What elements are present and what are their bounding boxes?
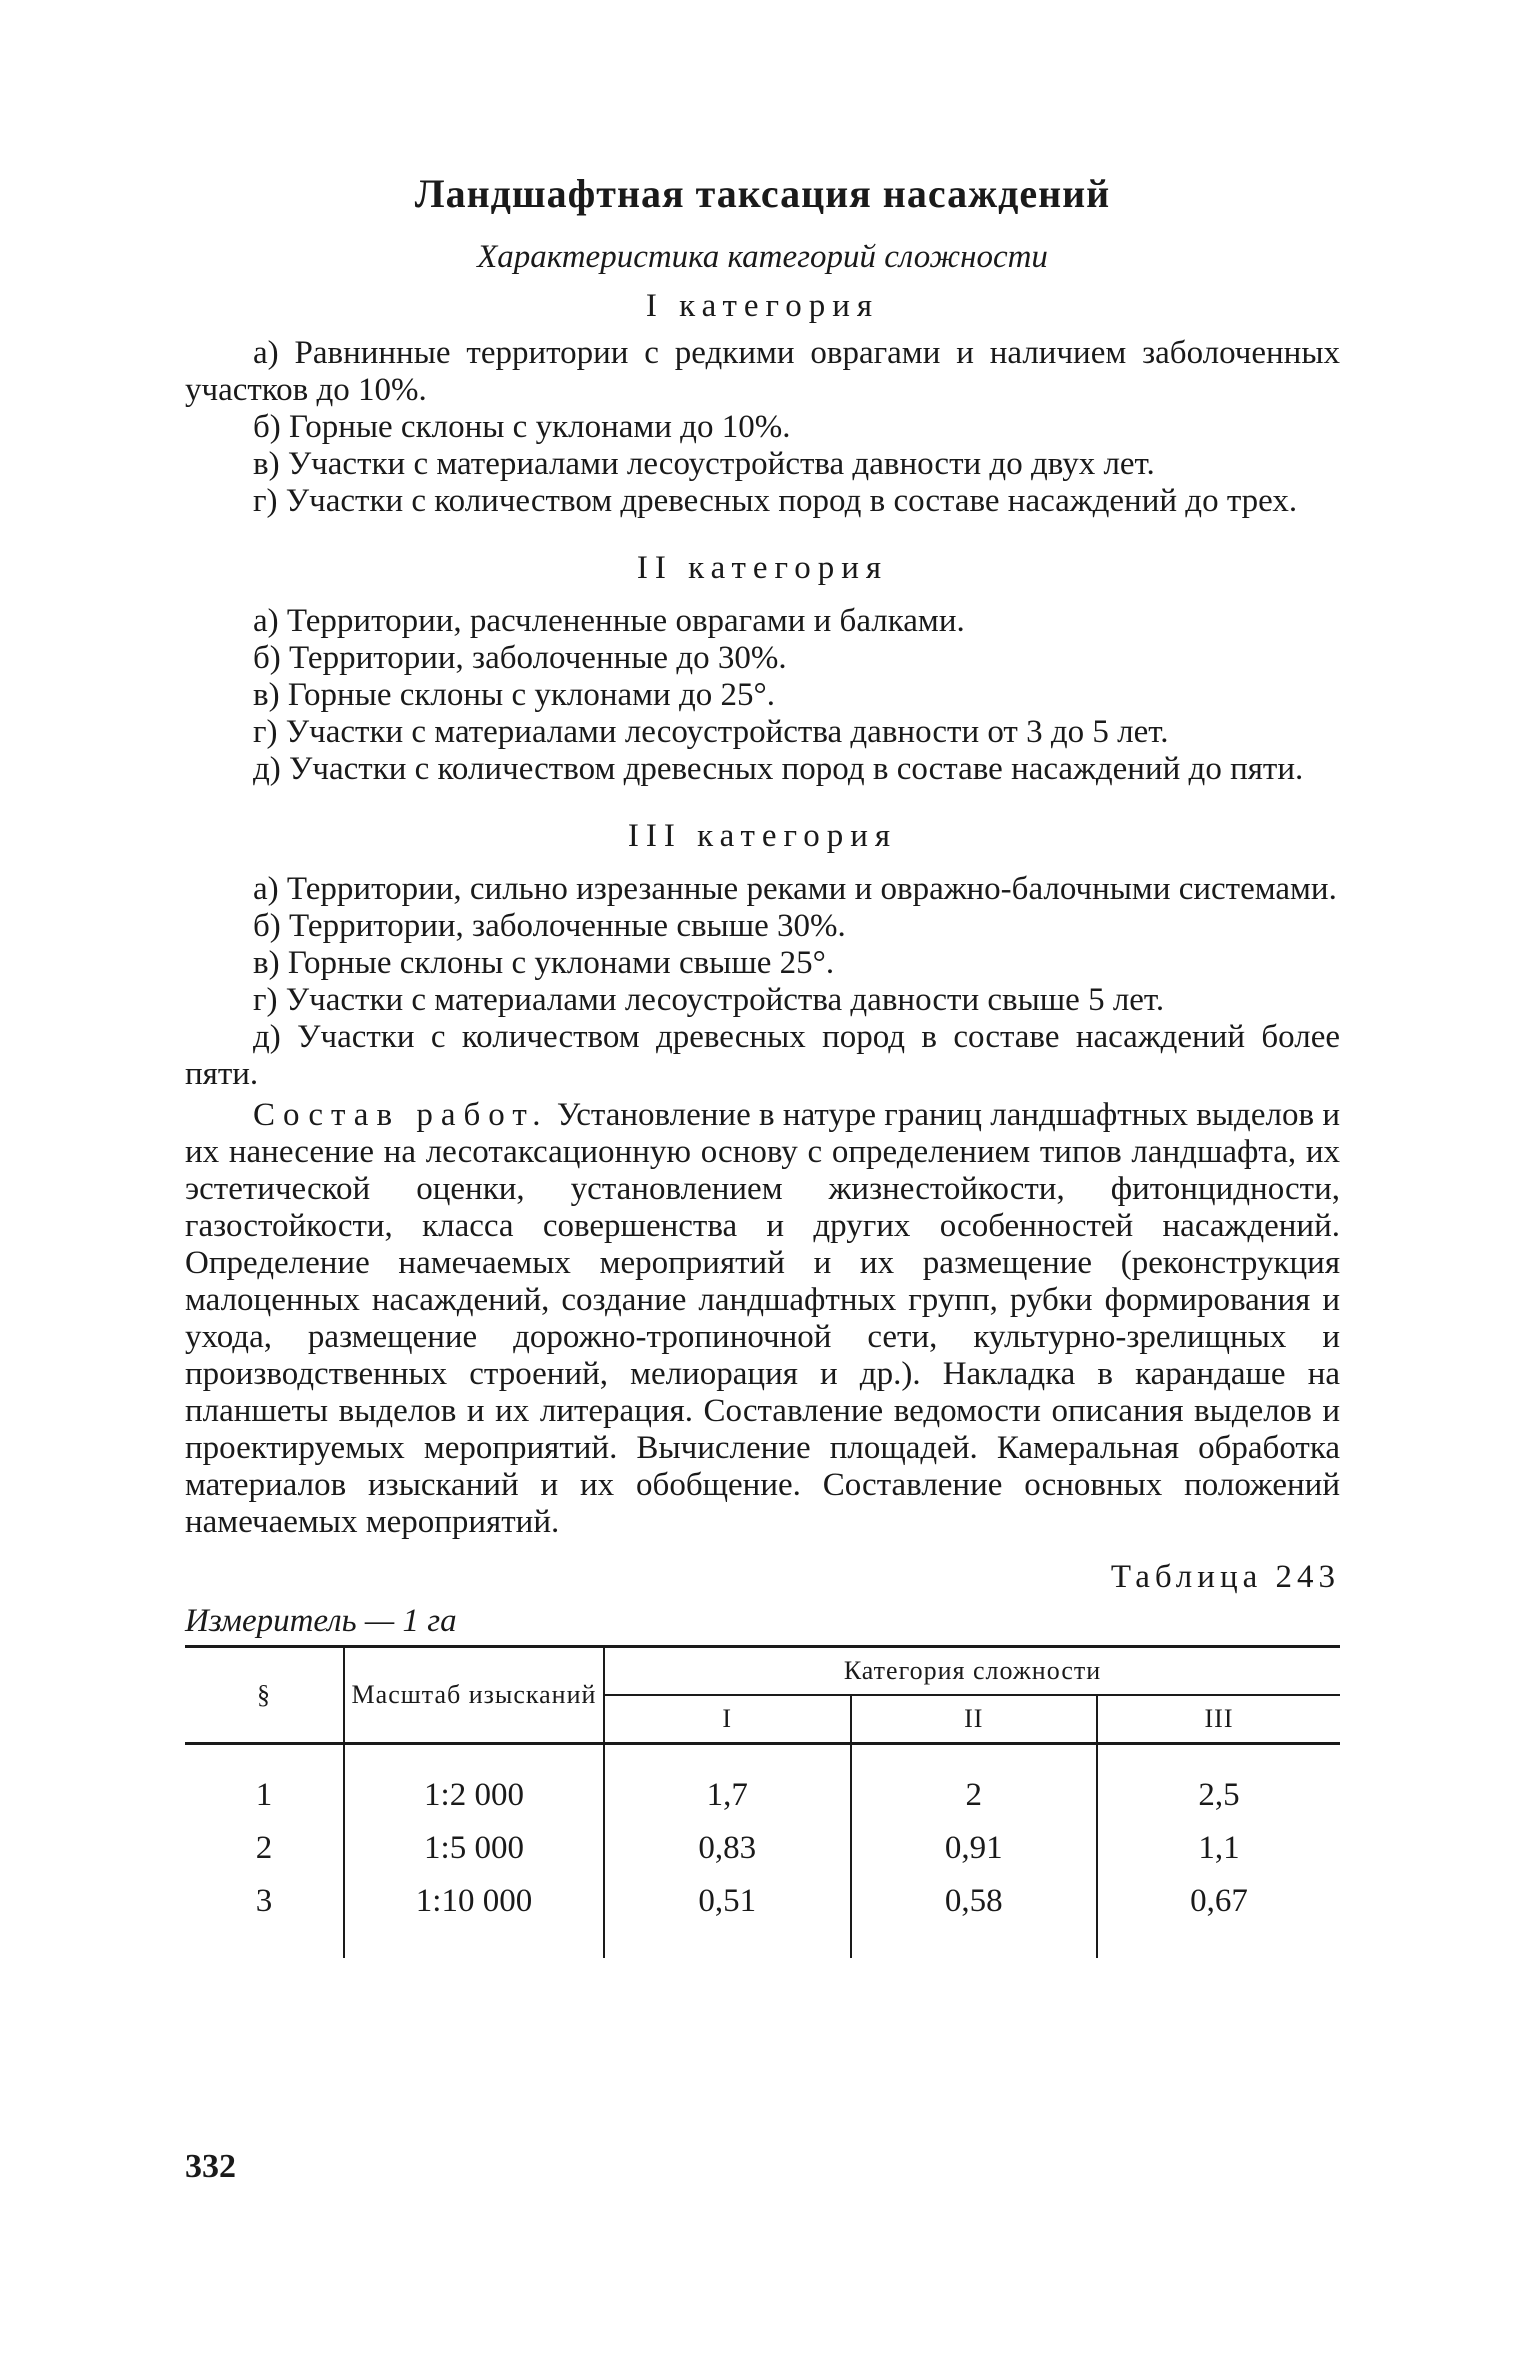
cell-cat-2: 0,58	[851, 1875, 1098, 1958]
cell-cat-1: 0,83	[604, 1822, 851, 1875]
category-2-item: в) Горные склоны с уклонами до 25°.	[253, 677, 775, 713]
column-header-cat-2: II	[851, 1695, 1098, 1744]
column-header-cat-3: III	[1097, 1695, 1340, 1744]
work-composition-paragraph	[185, 1097, 1340, 1541]
cell-cat-2: 0,91	[851, 1822, 1098, 1875]
category-2-item: б) Территории, заболоченные до 30%.	[253, 640, 787, 676]
page-number: 332	[185, 2148, 236, 2185]
category-2-item: г) Участки с материалами лесоустройства давности от 3 до 5 лет.	[253, 714, 1169, 750]
cell-scale: 1:2 000	[344, 1744, 604, 1823]
category-1-item: б) Горные склоны с уклонами до 10%.	[253, 409, 791, 445]
column-header-category-group: Категория сложности	[604, 1647, 1340, 1696]
category-heading-2: II категория	[636, 550, 889, 586]
work-composition-label: Состав работ.	[253, 1097, 549, 1133]
category-3-item: д) Участки с количеством древесных пород в составе насаждений более пяти.	[185, 1019, 1340, 1092]
cell-cat-2: 2	[851, 1744, 1098, 1823]
section-subtitle: Характеристика категорий сложности	[477, 239, 1048, 275]
work-composition-text: Установление в натуре границ ландшафтных выделов и их нанесение на лесотаксационную основу с определением типов ландшафта, их эстетической оценки, установлением жизнестойкости, фитонцидности, газостойкости, класса совершенства и других особенностей насаждений. Определение намечаемых мероприятий и их размещение (реконструкция малоценных насаждений, создание ландшафтных групп, рубки формирования и ухода, размещение дорожно-тропиночной сети, культурно-зрелищных и производственных строений, мелиорация и др.). Накладка в карандаше на планшеты выделов и их литерация. Составление ведомости описания выделов и проектируемых мероприятий. Вычисление площадей. Камеральная обработка материалов изысканий и их обобщение. Составление основных положений намечаемых мероприятий.	[185, 1097, 1340, 1540]
category-2-item: а) Территории, расчлененные оврагами и балками.	[253, 603, 965, 639]
table-caption	[185, 1559, 1340, 1639]
category-1-item: в) Участки с материалами лесоустройства давности до двух лет.	[253, 446, 1155, 482]
table-row	[185, 1875, 1340, 1958]
cell-cat-1: 1,7	[604, 1744, 851, 1823]
table-number: Таблица 243	[1110, 1559, 1340, 1595]
document-page	[185, 170, 1340, 1958]
category-3-item: в) Горные склоны с уклонами свыше 25°.	[253, 945, 835, 981]
cell-cat-1: 0,51	[604, 1875, 851, 1958]
measure-unit: Измеритель — 1 га	[185, 1603, 457, 1639]
cell-cat-3: 2,5	[1097, 1744, 1340, 1823]
category-1-item: а) Равнинные территории с редкими оврагами и наличием заболоченных участков до 10%.	[185, 335, 1340, 408]
category-heading-3: III категория	[627, 818, 898, 854]
cell-section: 2	[255, 1830, 273, 1866]
cell-cat-3: 1,1	[1097, 1822, 1340, 1875]
category-3-item: б) Территории, заболоченные свыше 30%.	[253, 908, 846, 944]
category-heading-1: I категория	[645, 288, 880, 324]
page-title: Ландшафтная таксация насаждений	[414, 171, 1111, 216]
cell-section: 1	[255, 1777, 273, 1813]
cell-cat-3: 0,67	[1097, 1875, 1340, 1958]
rates-table	[185, 1645, 1340, 1958]
column-header-scale: Масштаб изысканий	[344, 1647, 604, 1744]
cell-section: 3	[255, 1883, 273, 1919]
table-row	[185, 1744, 1340, 1823]
category-2-item: д) Участки с количеством древесных пород в составе насаждений до пяти.	[253, 751, 1304, 787]
cell-scale: 1:10 000	[344, 1875, 604, 1958]
table-row	[185, 1822, 1340, 1875]
category-3-item: г) Участки с материалами лесоустройства давности свыше 5 лет.	[253, 982, 1165, 1018]
column-header-section: §	[185, 1647, 344, 1744]
category-3-item: а) Территории, сильно изрезанные реками и овражно-балочными системами.	[253, 871, 1337, 907]
cell-scale: 1:5 000	[344, 1822, 604, 1875]
column-header-cat-1: I	[604, 1695, 851, 1744]
category-1-item: г) Участки с количеством древесных пород в составе насаждений до трех.	[253, 483, 1298, 519]
